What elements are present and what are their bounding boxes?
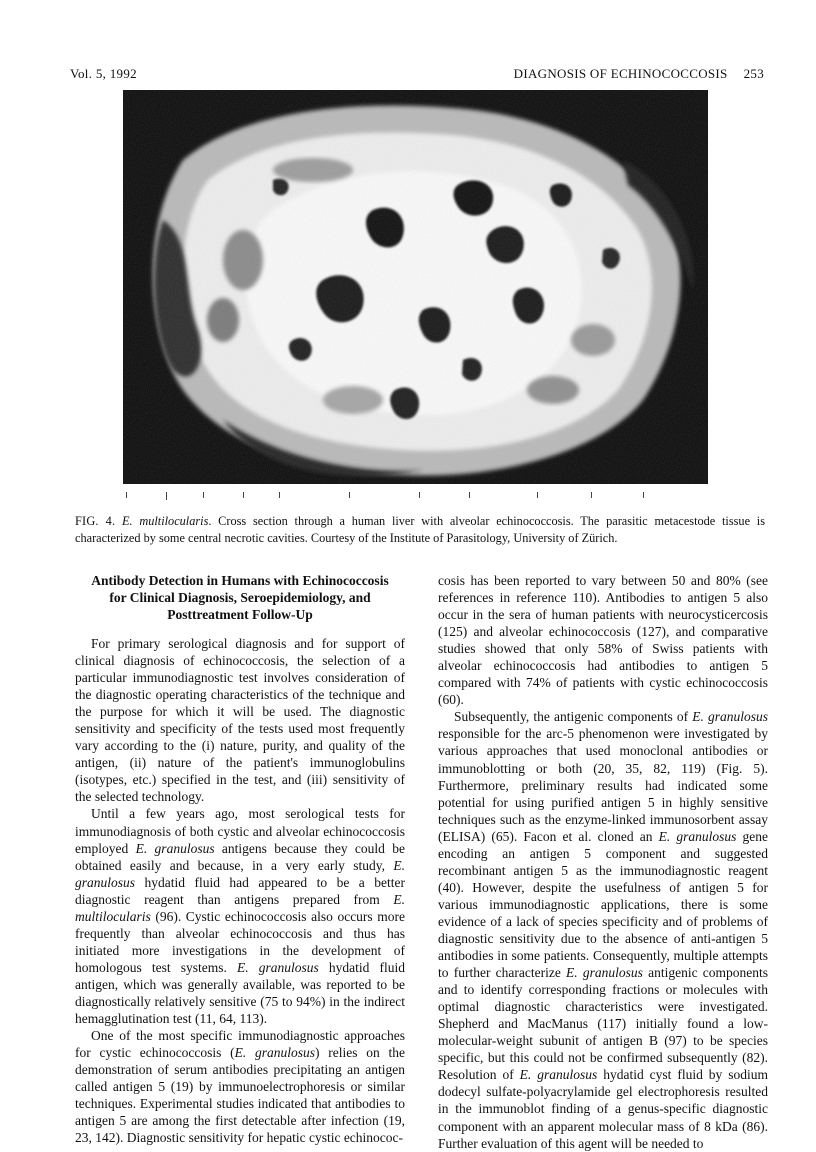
scale-tick [279,492,280,498]
running-title-group [514,66,764,82]
species-name: E. granulosus [75,857,405,890]
paragraph-text: One of the most specific immunodiagnostic approaches for cystic echinococcosis ( [75,1028,405,1061]
species-name: E. granulosus [519,1067,598,1083]
section-heading: Antibody Detection in Humans with Echinococcosis for Clinical Diagnosis, Seroepidemiology, and Posttreatment Follow-Up [91,573,389,622]
liver-cross-section-photo [123,90,708,484]
paragraph-text: Subsequently, the antigenic components of [454,709,693,725]
paragraph-text: For primary serological diagnosis and for support of clinical diagnosis of echinococcosis, the selection of a particular immunodiagnostic test involves consideration of the diagnostic operating characteristics of the technique and the purpose for which it will be used. The diagnostic sensitivity and specificity of the tests used most frequently vary according to the (i) nature, purity, and quality of the antigen, (ii) nature of the patient's immunoglobulins (isotypes, etc.) specified in the test, and (iii) sensitivity of the selected technology. [75,636,405,805]
paragraph-text: Until a few years ago, most serological tests for immunodiagnosis of both cystic and alveolar echinococcosis employed [75,806,405,856]
figure-caption [75,513,765,547]
scale-tick [349,492,350,498]
paragraph-text: responsible for the arc-5 phenomenon were investigated by various approaches that used monoclonal antibodies or immunoblotting or both (20, 35, 82, 119) (Fig. 5). Furthermore, preliminary results had indicated some potential for using purified antigen 5 in highly sensitive techniques such as the enzyme-linked immunosorbent assay (ELISA) (65). Facon et al. cloned an [438,726,768,844]
paragraph [438,572,768,708]
scale-tick [243,492,244,498]
left-column [75,572,405,1146]
caption-species: E. multilocularis [122,514,209,528]
paragraph-text: hydatid fluid had appeared to be a better diagnostic reagent than antigens prepared from [75,874,405,907]
scale-tick [469,492,470,498]
species-name: E. granulosus [237,959,319,975]
paragraph-text: antigens because they could be obtained easily and because, in a very early study, [75,840,405,873]
paragraph-text: gene encoding an antigen 5 component and suggested recombinant antigen 5 as the immunodiagnostic reagent (40). However, despite the usefulness of antigen 5 for various immunodiagnostic applications, there is some evidence of a lack of species specificity and of problems of diagnostic sensitivity due to the absence of anti-antigen 5 antibodies in some patients. Consequently, multiple attempts to further characterize [438,828,768,981]
species-name: E. granulosus [234,1045,316,1061]
species-name: E. granulosus [135,840,215,856]
page-number: 253 [743,66,764,81]
species-name: E. granulosus [658,828,737,844]
scale-tick [126,492,127,498]
paragraph [438,708,768,1151]
figure-label: FIG. 4. [75,514,116,528]
paragraph-text: hydatid cyst fluid by sodium dodecyl sulfate-polyacrylamide gel electrophoresis resulted in the immunoblot finding of a genus-specific diagnostic component with an apparent molecular mass of 8 kDa (86). Further evaluation of this agent will be needed to [438,1067,768,1151]
paragraph [75,1027,405,1146]
liver-photo-illustration [123,90,708,484]
caption-text: . Cross section through a human liver with alveolar echinococcosis. The parasitic metacestode tissue is characterized by some central necrotic cavities. Courtesy of the Institute of Parasitology, University of Zürich. [75,514,765,545]
species-name: E. granulosus [692,709,768,725]
scale-tick [643,492,644,498]
paragraph-text: (96). Cystic echinococcosis also occurs more frequently than alveolar echinococcosis and thus has initiated more investigations in the development of homologous test systems. [75,908,405,975]
paragraph-text: ) relies on the demonstration of serum antibodies precipitating an antigen called antigen 5 (19) by immunoelectrophoresis or similar techniques. Experimental studies indicated that antibodies to antigen 5 are among the first detectable after infection (19, 23, 142). Diagnostic sensitivity for hepatic cystic echinococ- [75,1045,405,1146]
paragraph-text: cosis has been reported to vary between 50 and 80% (see references in reference 110). Antibodies to antigen 5 also occur in the sera of human patients with neurocysticercosis (125) and alveolar echinococcosis (127), and comparative studies showed that only 58% of Swiss patients with alveolar echinococcosis had antibodies to antigen 5 compared with 74% of patients with cystic echinococcosis (60). [438,573,768,708]
species-name: E. granulosus [566,965,643,981]
paragraph-text: antigenic components and to identify corresponding fractions or molecules with optimal diagnostic characteristics were investigated. Shepherd and MacManus (117) initially found a low-molecular-weight subunit of antigen B (97) to be species specific, but this could not be confirmed subsequently (82). Resolution of [438,965,768,1083]
species-name: E. multilocularis [75,891,405,924]
journal-volume: Vol. 5, 1992 [70,66,137,81]
paragraph [75,805,405,1027]
scale-tick [591,492,592,498]
running-header [70,66,764,84]
paragraph [75,635,405,805]
scale-tick [537,492,538,498]
scale-tick [203,492,204,498]
running-title: DIAGNOSIS OF ECHINOCOCCOSIS [513,66,728,81]
scale-tick-marks [123,492,708,504]
right-column [438,572,768,1152]
scale-tick [419,492,420,498]
scale-tick [166,492,167,500]
paragraph-text: hydatid fluid antigen, which was generally available, was reported to be diagnostically relatively sensitive (75 to 94%) in the indirect hemagglutination test (11, 64, 113). [75,959,405,1027]
